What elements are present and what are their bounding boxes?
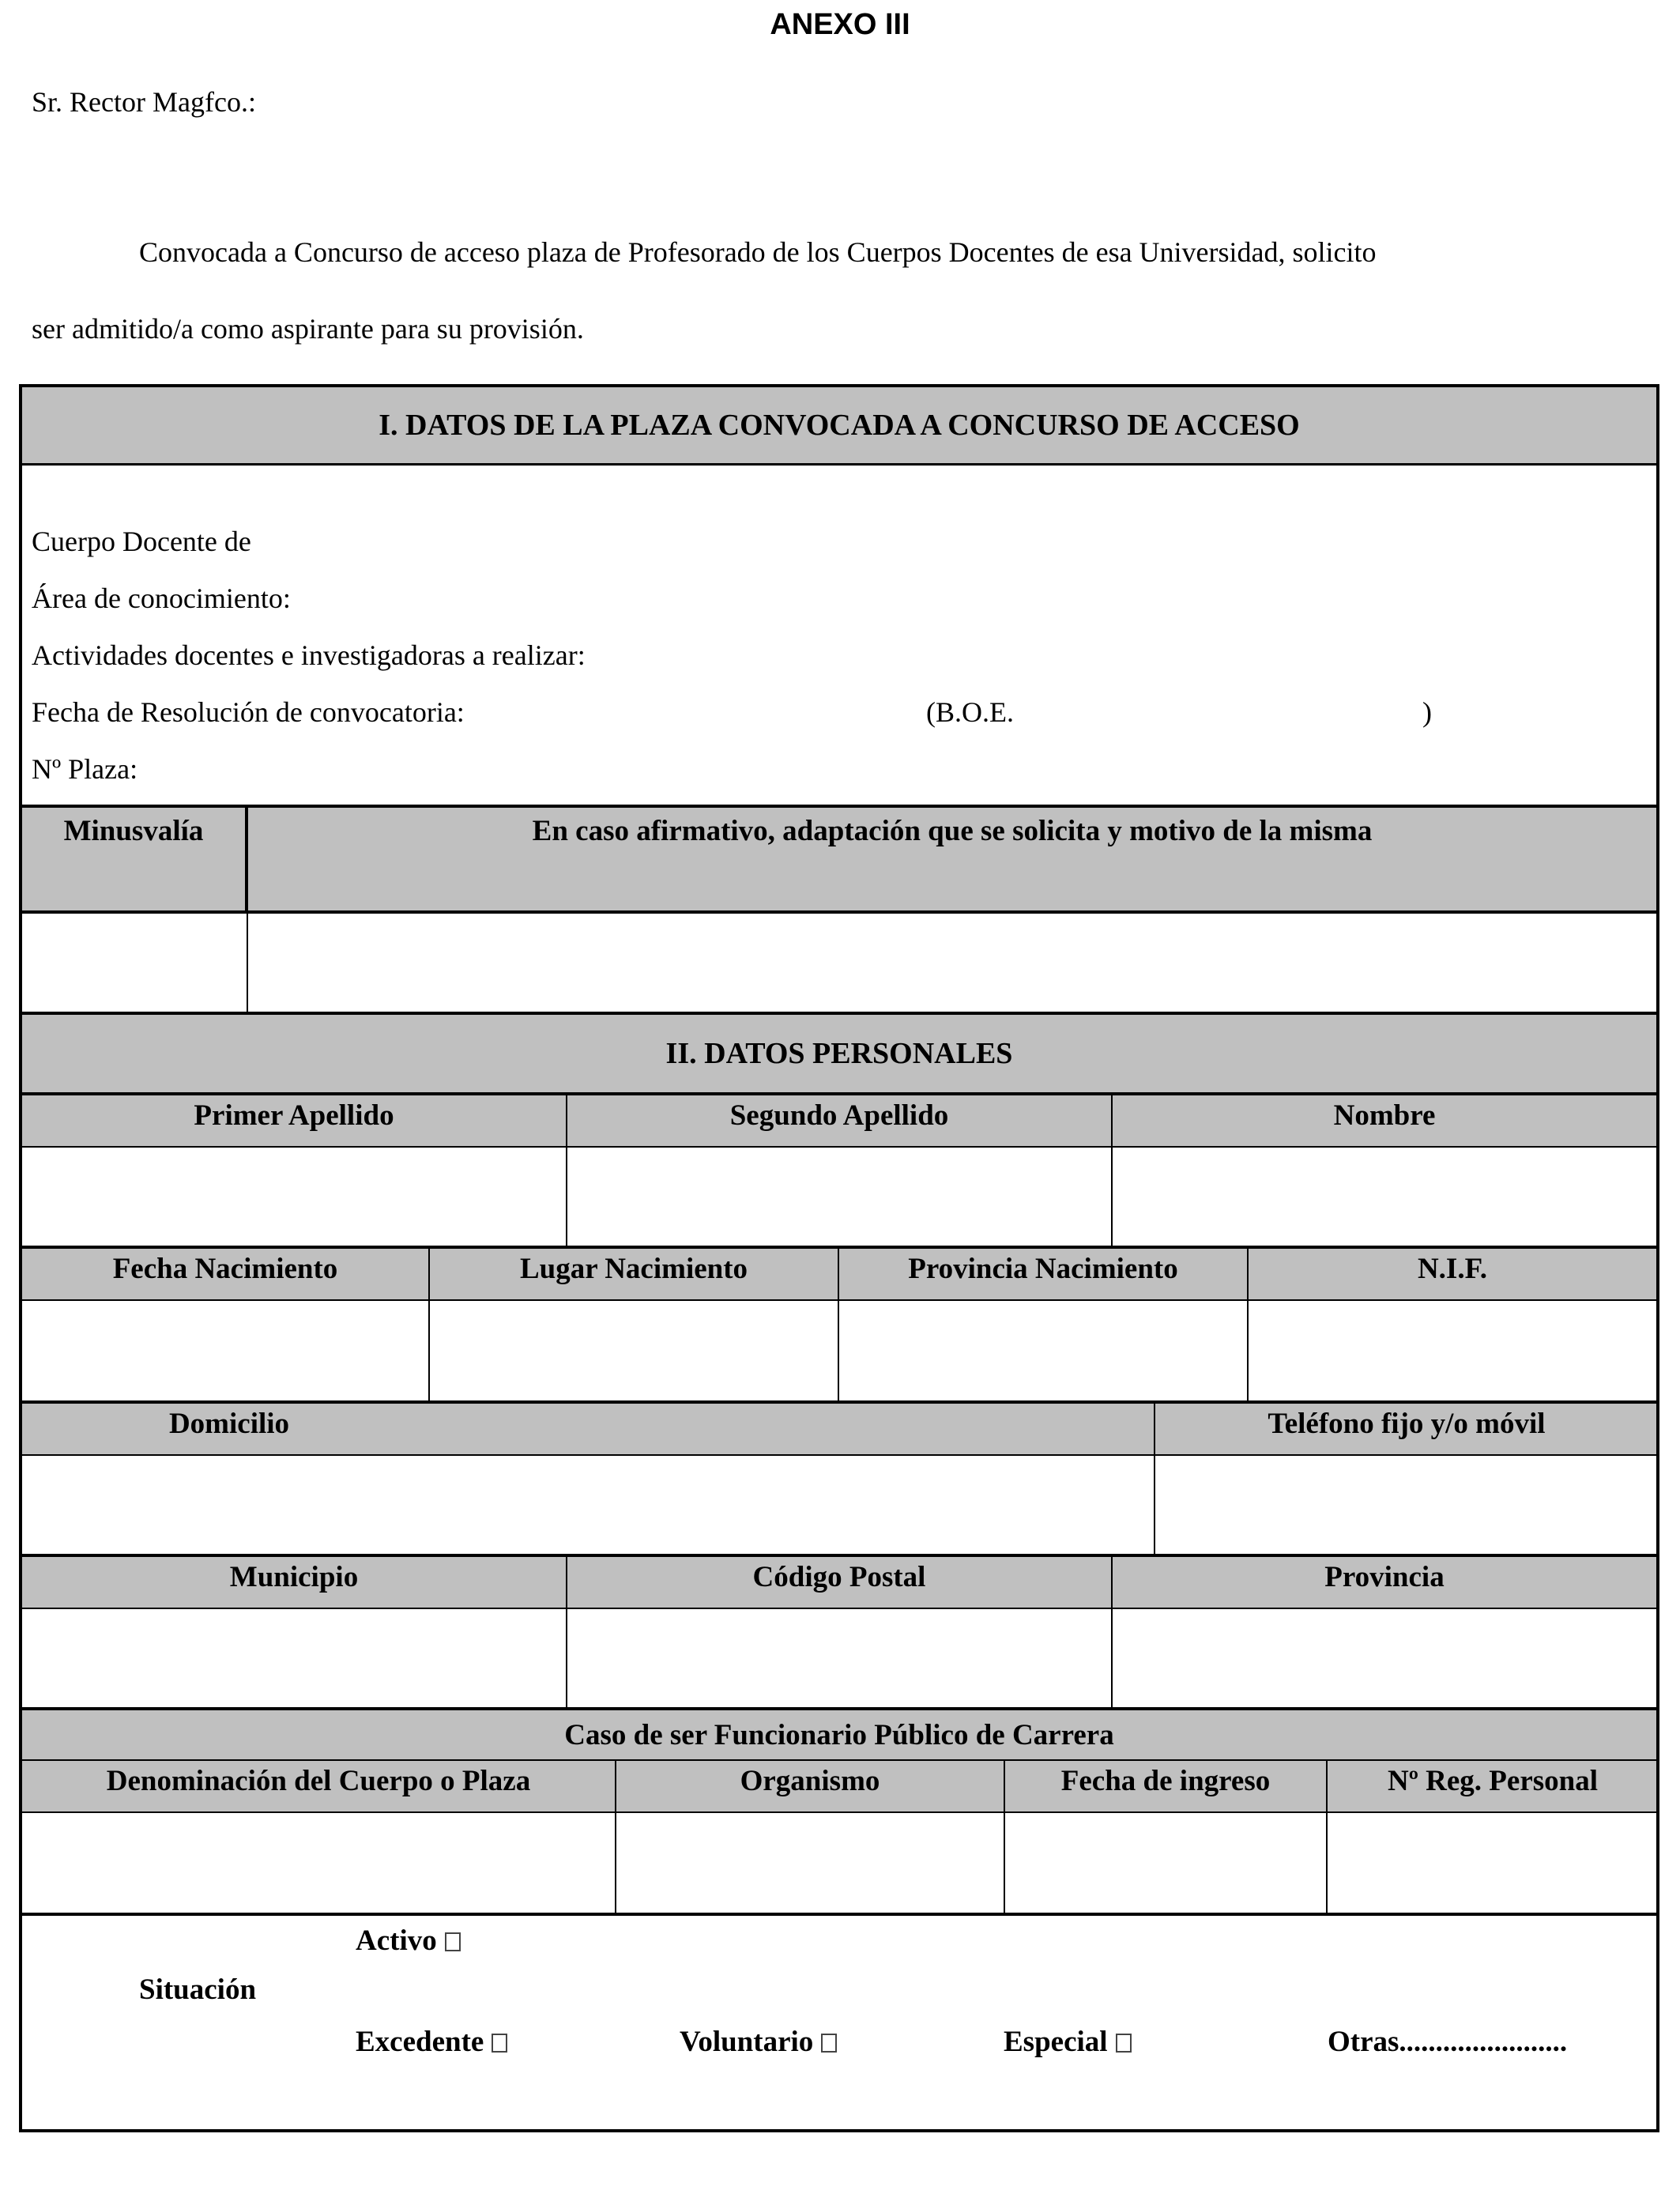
section-1-title: I. DATOS DE LA PLAZA CONVOCADA A CONCURSO DE ACCESO (22, 387, 1656, 463)
fecha-nacimiento-input[interactable] (22, 1301, 428, 1400)
telefono-input[interactable] (1155, 1456, 1656, 1555)
segundo-apellido-input[interactable] (567, 1148, 1111, 1246)
codigo-postal-input[interactable] (567, 1609, 1111, 1709)
excedente-option[interactable] (356, 2025, 507, 2059)
adaptacion-input[interactable] (250, 914, 1656, 1012)
funcionario-title: Caso de ser Funcionario Público de Carrera (22, 1710, 1656, 1759)
excedente-checkbox[interactable] (492, 2034, 507, 2053)
divider (22, 463, 1656, 466)
voluntario-option[interactable] (680, 2025, 837, 2059)
area-conocimiento-field[interactable]: Área de conocimiento: (32, 582, 291, 614)
denominacion-label: Denominación del Cuerpo o Plaza (106, 1765, 531, 1797)
situacion-label: Situación (139, 1973, 257, 2006)
primer-apellido-label: Primer Apellido (194, 1099, 394, 1132)
divider (245, 808, 248, 910)
fecha-ingreso-input[interactable] (1005, 1813, 1326, 1913)
provincia-input[interactable] (1113, 1609, 1656, 1709)
intro-line-2: ser admitido/a como aspirante para su provisión. (32, 313, 584, 345)
boe-close: ) (1422, 696, 1432, 728)
activo-option[interactable] (356, 1924, 461, 1958)
divider (22, 1913, 1656, 1916)
especial-checkbox[interactable] (1116, 2034, 1132, 2053)
fecha-ingreso-label: Fecha de ingreso (1060, 1765, 1271, 1797)
excedente-label: Excedente (356, 2026, 484, 2058)
lugar-nacimiento-label: Lugar Nacimiento (519, 1253, 748, 1285)
lugar-nacimiento-input[interactable] (430, 1301, 838, 1400)
annex-title: ANEXO III (770, 8, 910, 41)
num-plaza-field[interactable]: Nº Plaza: (32, 753, 138, 785)
municipio-label: Municipio (229, 1561, 359, 1593)
domicilio-label: Domicilio (168, 1408, 290, 1440)
provincia-nacimiento-label: Provincia Nacimiento (908, 1253, 1178, 1285)
actividades-field[interactable]: Actividades docentes e investigadoras a realizar: (32, 639, 586, 671)
domicilio-input[interactable] (22, 1456, 1154, 1555)
section-2-title: II. DATOS PERSONALES (22, 1015, 1656, 1092)
organismo-input[interactable] (616, 1813, 1004, 1913)
fecha-nacimiento-label: Fecha Nacimiento (112, 1253, 338, 1285)
nombre-label: Nombre (1333, 1099, 1436, 1132)
especial-option[interactable] (1004, 2025, 1132, 2059)
voluntario-label: Voluntario (680, 2026, 814, 2058)
organismo-label: Organismo (740, 1765, 880, 1797)
provincia-label: Provincia (1324, 1561, 1445, 1593)
primer-apellido-input[interactable] (22, 1148, 566, 1246)
minusvalia-input[interactable] (22, 914, 245, 1012)
voluntario-checkbox[interactable] (821, 2034, 837, 2053)
denominacion-input[interactable] (22, 1813, 615, 1913)
especial-label: Especial (1004, 2026, 1108, 2058)
intro-line-1: Convocada a Concurso de acceso plaza de Profesorado de los Cuerpos Docentes de esa Universidad, solicito (139, 236, 1377, 268)
segundo-apellido-label: Segundo Apellido (729, 1099, 949, 1132)
nif-label: N.I.F. (1417, 1253, 1488, 1285)
num-reg-personal-input[interactable] (1328, 1813, 1656, 1913)
num-reg-personal-label: Nº Reg. Personal (1387, 1765, 1599, 1797)
minusvalia-label: Minusvalía (63, 815, 204, 847)
adaptacion-label: En caso afirmativo, adaptación que se solicita y motivo de la misma (532, 815, 1373, 847)
boe-open: (B.O.E. (926, 696, 1014, 728)
telefono-label: Teléfono fijo y/o móvil (1268, 1408, 1546, 1440)
fecha-resolucion-field[interactable]: Fecha de Resolución de convocatoria: (32, 696, 465, 728)
salutation: Sr. Rector Magfco.: (32, 86, 256, 118)
activo-checkbox[interactable] (445, 1932, 461, 1951)
nombre-input[interactable] (1113, 1148, 1656, 1246)
divider (247, 914, 248, 1012)
nif-input[interactable] (1249, 1301, 1656, 1400)
activo-label: Activo (356, 1924, 437, 1957)
cuerpo-docente-field[interactable]: Cuerpo Docente de (32, 526, 251, 557)
municipio-input[interactable] (22, 1609, 566, 1709)
otras-field[interactable]: Otras....................... (1328, 2026, 1568, 2058)
codigo-postal-label: Código Postal (752, 1561, 926, 1593)
provincia-nacimiento-input[interactable] (839, 1301, 1247, 1400)
